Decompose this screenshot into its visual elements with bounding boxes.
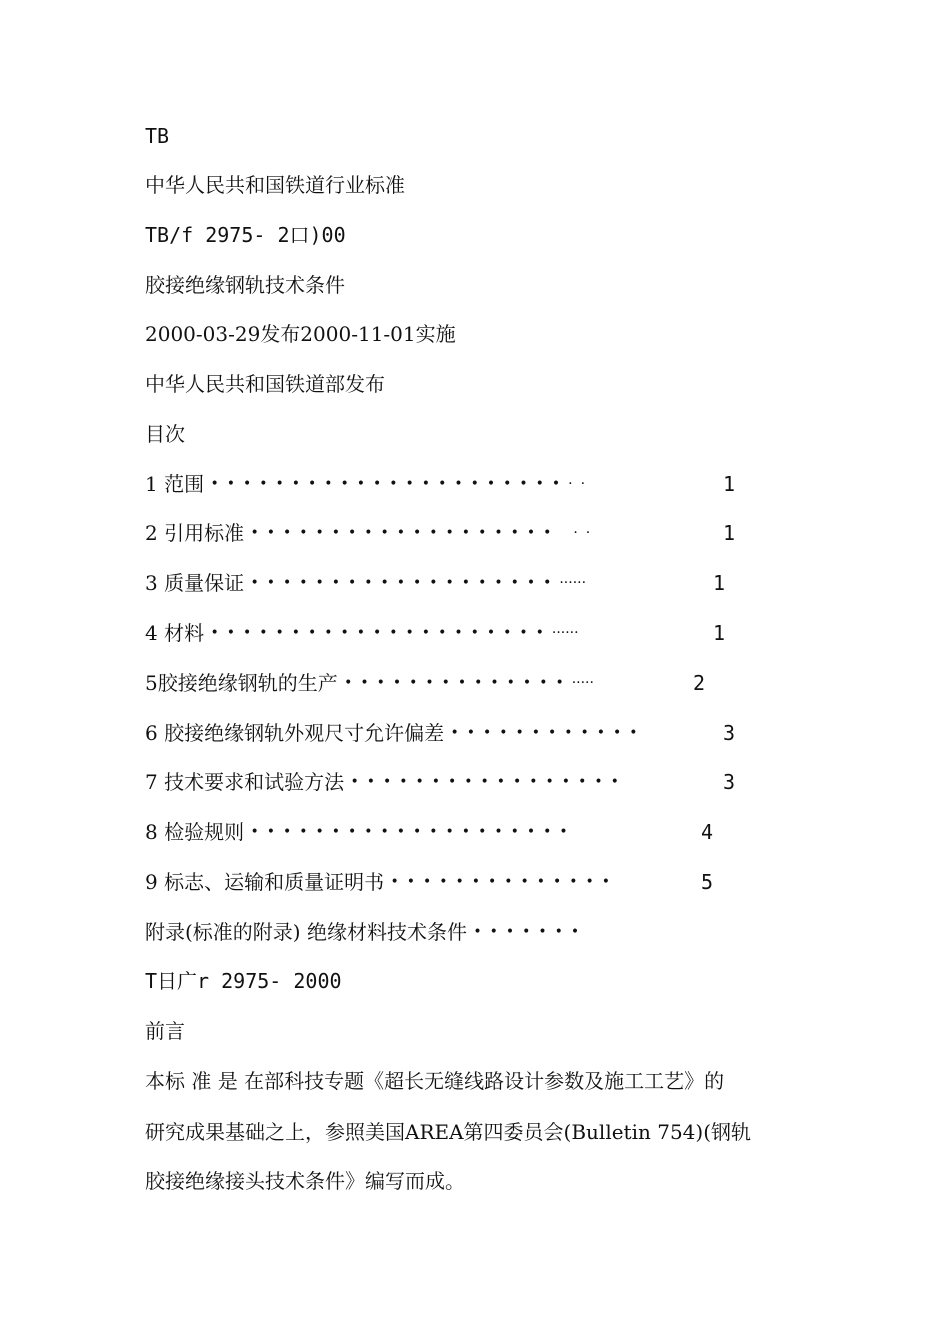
- toc-item-leader-tail: ··: [573, 525, 599, 541]
- toc-item-page: 3: [722, 721, 735, 745]
- toc-item: [145, 820, 723, 844]
- toc-item-leader-tail: ·····: [571, 675, 594, 691]
- toc-item-label: 6 胶接绝缘钢轨外观尺寸允许偏差: [145, 721, 445, 745]
- toc-item: [145, 472, 745, 496]
- toc-item-page: 4: [700, 820, 713, 844]
- toc-item-page: 1: [722, 521, 735, 545]
- toc-item-label: 4 材料: [145, 621, 205, 645]
- toc-item-label: 5胶接绝缘钢轨的生产: [145, 671, 338, 695]
- toc-item: [145, 671, 715, 695]
- toc-item-leader: •••••••••••••••••••••: [210, 625, 552, 641]
- toc-item-leader: ••••••••••••••: [344, 675, 572, 691]
- toc-item-leader: •••••••••••••••••••: [250, 575, 560, 591]
- toc-item-leader: •••••••••••••••••: [350, 774, 627, 790]
- toc-item-label: 2 引用标准: [145, 521, 245, 545]
- toc-item-leader: ••••••••••••: [450, 725, 646, 741]
- running-header: T日广r 2975- 2000: [145, 969, 342, 993]
- preface-line: 本标 准 是 在部科技专题《超长无缝线路设计参数及施工工艺》的: [145, 1069, 725, 1093]
- preface-line: 研究成果基础之上，参照美国AREA第四委员会(Bulletin 754)(钢轨: [145, 1120, 752, 1144]
- toc-item: [145, 721, 745, 745]
- toc-item-leader: •••••••: [473, 924, 588, 940]
- toc-item-page: 2: [692, 671, 705, 695]
- document-title: 胶接绝缘钢轨技术条件: [145, 273, 345, 297]
- issue-dates: 2000-03-29发布2000-11-01实施: [145, 322, 456, 346]
- toc-item: [145, 621, 735, 645]
- toc-item-label: 附录(标准的附录) 绝缘材料技术条件: [145, 920, 467, 944]
- toc-item-leader: ••••••••••••••••••••: [250, 824, 576, 840]
- toc-item: [145, 571, 735, 595]
- toc-heading: 目次: [145, 422, 185, 446]
- toc-item-page: 3: [722, 770, 735, 794]
- toc-item-leader: ••••••••••••••••••••••: [210, 476, 569, 492]
- preface-heading: 前言: [145, 1019, 185, 1043]
- toc-item-page: 1: [712, 571, 725, 595]
- toc-item-leader-tail: ······: [559, 575, 587, 591]
- toc-item-leader: ••••••••••••••: [390, 874, 619, 890]
- preface-line: 胶接绝缘接头技术条件》编写而成。: [145, 1169, 465, 1193]
- toc-item: [145, 920, 745, 944]
- toc-item-page: 1: [712, 621, 725, 645]
- toc-item-leader: •••••••••••••••••••: [250, 525, 560, 541]
- toc-item-leader-tail: ··: [568, 476, 594, 492]
- toc-item-label: 3 质量保证: [145, 571, 245, 595]
- toc-item-label: 7 技术要求和试验方法: [145, 770, 345, 794]
- toc-item: [145, 770, 745, 794]
- standard-number: TB/f 2975- 2口)00: [145, 223, 346, 247]
- publisher-line: 中华人民共和国铁道部发布: [145, 372, 385, 396]
- org-title: 中华人民共和国铁道行业标准: [145, 173, 405, 197]
- toc-item-label: 8 检验规则: [145, 820, 245, 844]
- toc-item-label: 9 标志、运输和质量证明书: [145, 870, 385, 894]
- toc-item: [145, 521, 745, 545]
- toc-item-page: 5: [700, 870, 713, 894]
- standard-code: TB: [145, 124, 170, 148]
- toc-item-page: 1: [722, 472, 735, 496]
- toc-item-label: 1 范围: [145, 472, 205, 496]
- toc-item: [145, 870, 723, 894]
- toc-item-leader-tail: ······: [551, 625, 579, 641]
